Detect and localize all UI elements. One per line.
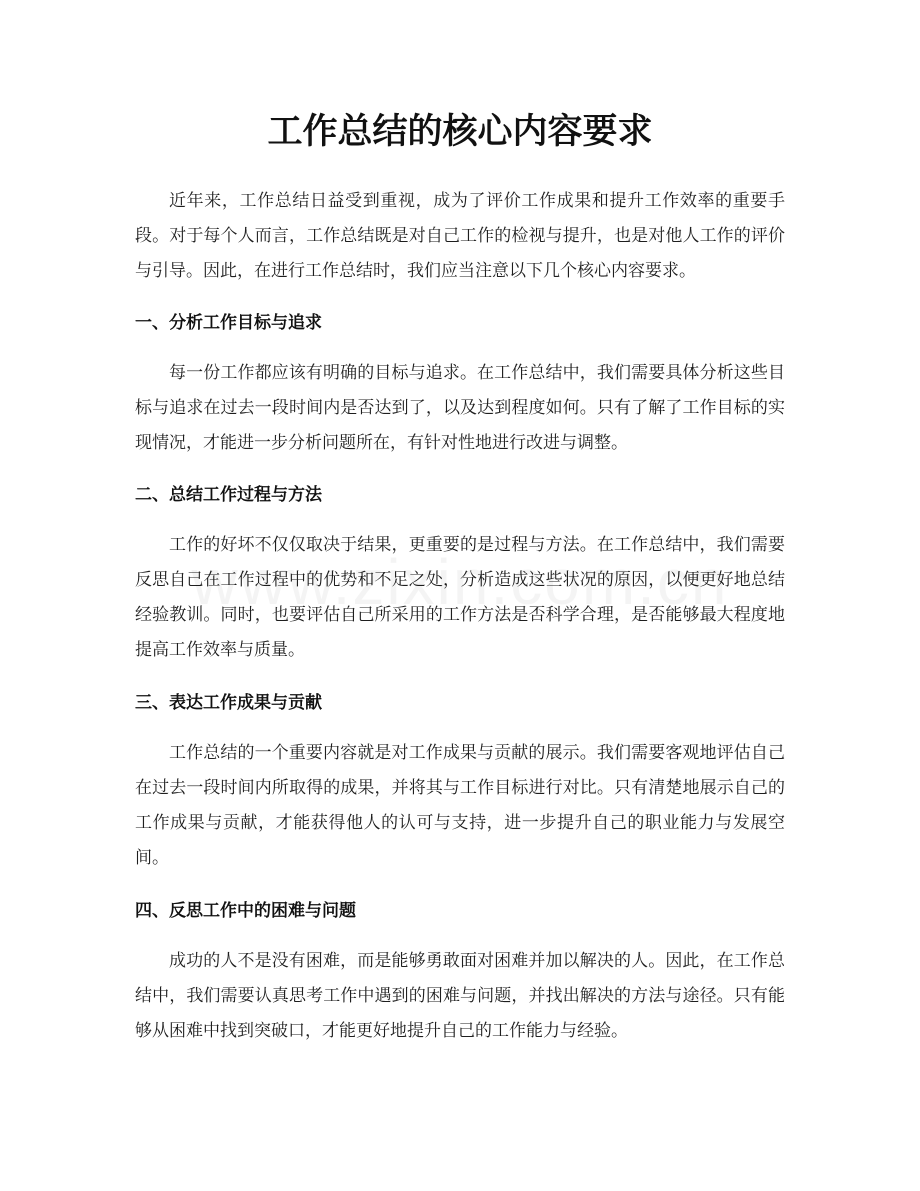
section-3-body: 工作总结的一个重要内容就是对工作成果与贡献的展示。我们需要客观地评估自己在过去一段时间内所取得的成果，并将其与工作目标进行对比。只有清楚地展示自己的工作成果与贡献，才能获得他人的认可与支持，进一步提升自己的职业能力与发展空间。 [135,743,785,868]
section-4-heading: 四、反思工作中的困难与问题 [135,901,356,921]
intro-paragraph: 近年来，工作总结日益受到重视，成为了评价工作成果和提升工作效率的重要手段。对于每个人而言，工作总结既是对自己工作的检视与提升，也是对他人工作的评价与引导。因此，在进行工作总结时，我们应当注意以下几个核心内容要求。 [135,191,785,281]
section-1-heading: 一、分析工作目标与追求 [135,313,322,333]
section-3-heading: 三、表达工作成果与贡献 [135,693,322,713]
section-2-body: 工作的好坏不仅仅取决于结果，更重要的是过程与方法。在工作总结中，我们需要反思自己在工作过程中的优势和不足之处，分析造成这些状况的原因，以便更好地总结经验教训。同时，也要评估自己所采用的工作方法是否科学合理，是否能够最大程度地提高工作效率与质量。 [135,535,785,660]
section-1-body: 每一份工作都应该有明确的目标与追求。在工作总结中，我们需要具体分析这些目标与追求在过去一段时间内是否达到了，以及达到程度如何。只有了解了工作目标的实现情况，才能进一步分析问题所在，有针对性地进行改进与调整。 [135,363,785,453]
document-title: 工作总结的核心内容要求 [267,112,653,152]
section-2-heading: 二、总结工作过程与方法 [135,485,322,505]
section-4-body: 成功的人不是没有困难，而是能够勇敢面对困难并加以解决的人。因此，在工作总结中，我们需要认真思考工作中遇到的困难与问题，并找出解决的方法与途径。只有能够从困难中找到突破口，才能更好地提升自己的工作能力与经验。 [135,951,785,1041]
